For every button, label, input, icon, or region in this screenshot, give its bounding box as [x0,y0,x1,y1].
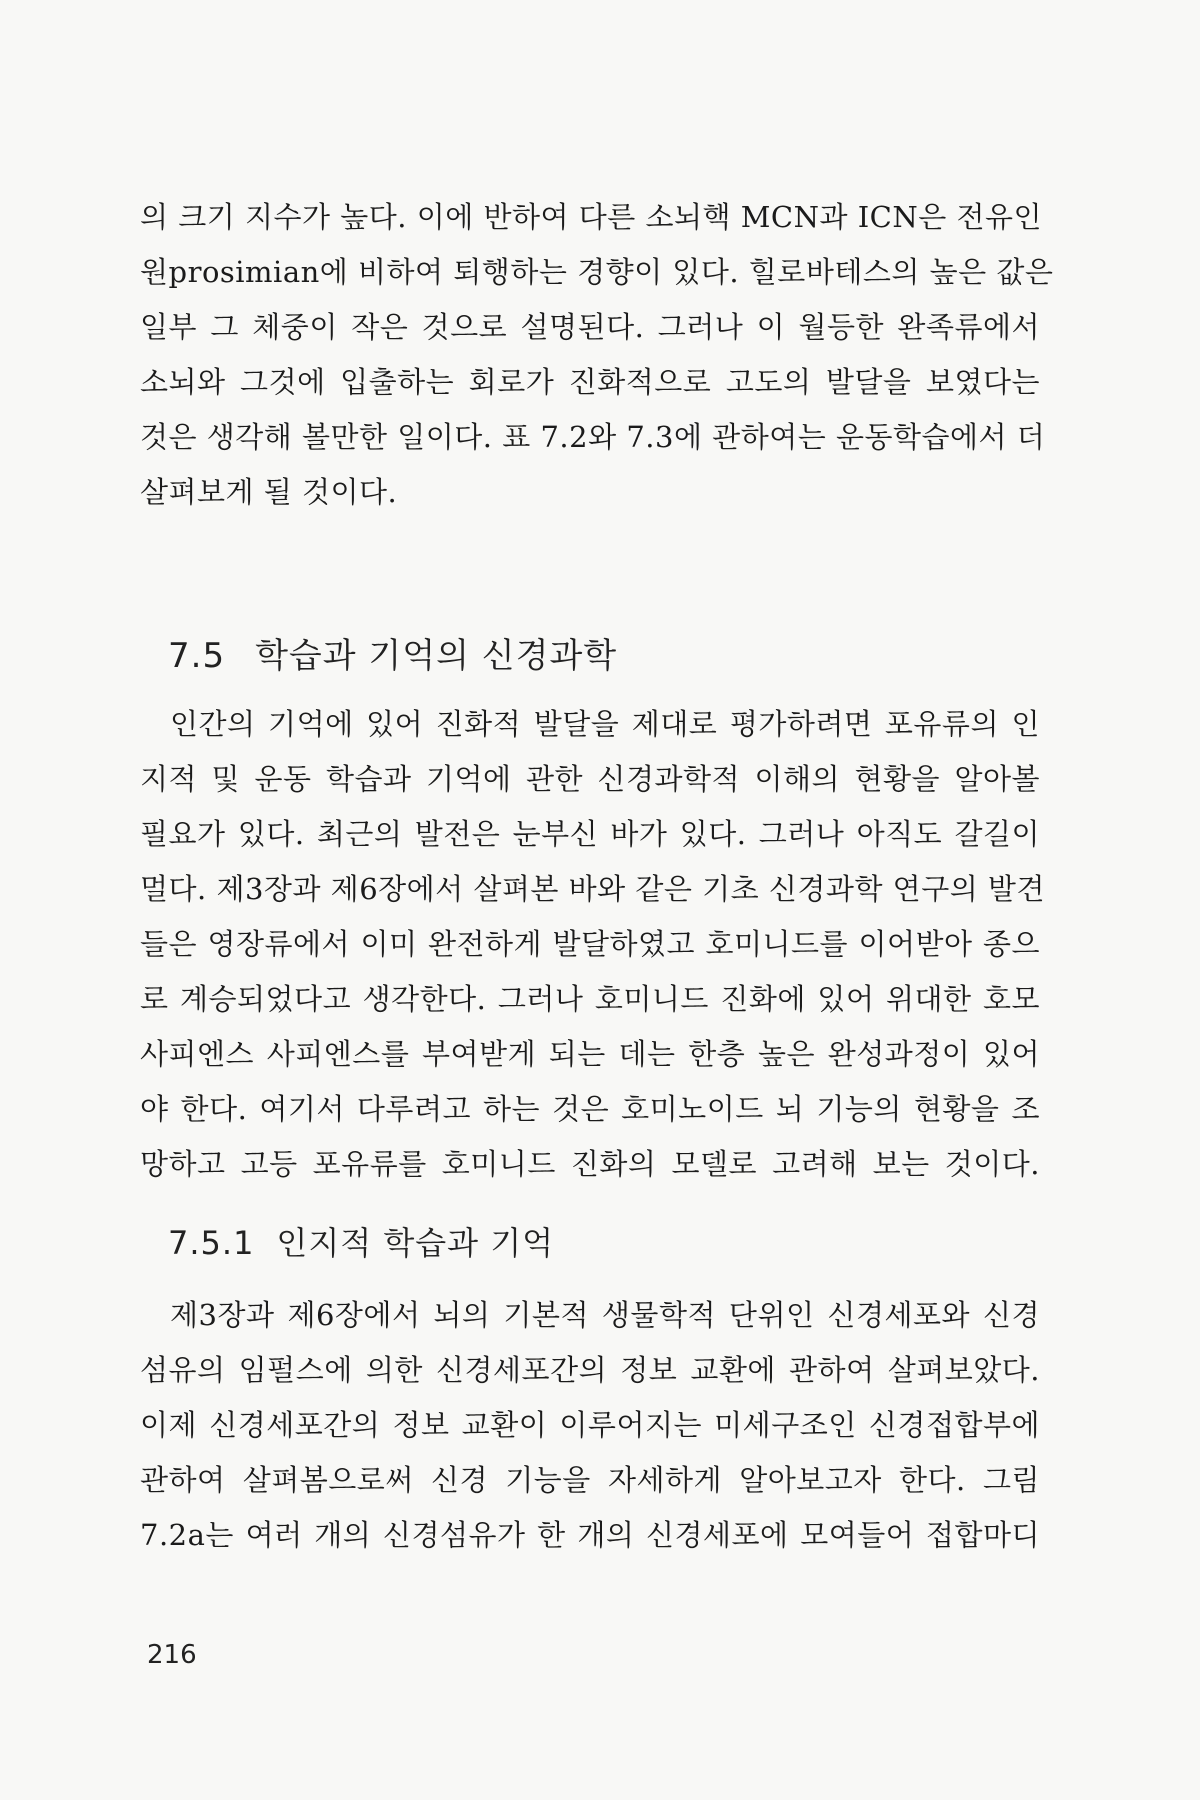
body-paragraph-continued [140,190,1054,520]
text-line: 로 계승되었다고 생각한다. 그러나 호미니드 진화에 있어 위대한 호모 [140,982,1040,1016]
text-line: 망하고 고등 포유류를 호미니드 진화의 모델로 고려해 보는 것이다. [140,1147,1040,1181]
section-number: 7.5 [168,636,226,676]
text-line: 야 한다. 여기서 다루려고 하는 것은 호미노이드 뇌 기능의 현황을 조 [140,1092,1040,1126]
text-line: 들은 영장류에서 이미 완전하게 발달하였고 호미니드를 이어받아 종으 [140,927,1040,961]
body-paragraph-intro [140,697,1045,1192]
text-line: 살펴보게 될 것이다. [140,475,398,509]
text-line: 것은 생각해 볼만한 일이다. 표 7.2와 7.3에 관하여는 운동학습에서 더 [140,420,1046,454]
subsection-title: 인지적 학습과 기억 [276,1224,555,1262]
page-number: 216 [147,1640,197,1670]
text-line: 소뇌와 그것에 입출하는 회로가 진화적으로 고도의 발달을 보였다는 [140,365,1040,399]
text-line: 7.2a는 여러 개의 신경섬유가 한 개의 신경세포에 모여들어 접합마디 [140,1518,1040,1552]
text-line: 관하여 살펴봄으로써 신경 기능을 자세하게 알아보고자 한다. 그림 [140,1463,1040,1497]
text-line: 사피엔스 사피엔스를 부여받게 되는 데는 한층 높은 완성과정이 있어 [140,1037,1040,1071]
section-title: 학습과 기억의 신경과학 [255,636,618,676]
text-line: 인간의 기억에 있어 진화적 발달을 제대로 평가하려면 포유류의 인 [170,707,1040,741]
section-heading-7-5 [168,628,617,677]
text-line: 이제 신경세포간의 정보 교환이 이루어지는 미세구조인 신경접합부에 [140,1408,1040,1442]
text-line: 의 크기 지수가 높다. 이에 반하여 다른 소뇌핵 MCN과 ICN은 전유인 [140,200,1043,234]
text-line: 섬유의 임펄스에 의한 신경세포간의 정보 교환에 관하여 살펴보았다. [140,1353,1040,1387]
body-paragraph-cognitive [140,1288,1040,1563]
text-line: 일부 그 체중이 작은 것으로 설명된다. 그러나 이 월등한 완족류에서 [140,310,1040,344]
subsection-heading-7-5-1 [168,1218,554,1264]
text-line: 멀다. 제3장과 제6장에서 살펴본 바와 같은 기초 신경과학 연구의 발견 [140,872,1045,906]
text-line: 원prosimian에 비하여 퇴행하는 경향이 있다. 힐로바테스의 높은 값은 [140,255,1054,289]
text-line: 필요가 있다. 최근의 발전은 눈부신 바가 있다. 그러나 아직도 갈길이 [140,817,1040,851]
text-line: 지적 및 운동 학습과 기억에 관한 신경과학적 이해의 현황을 알아볼 [140,762,1040,796]
subsection-number: 7.5.1 [168,1224,255,1262]
text-line: 제3장과 제6장에서 뇌의 기본적 생물학적 단위인 신경세포와 신경 [170,1298,1040,1332]
